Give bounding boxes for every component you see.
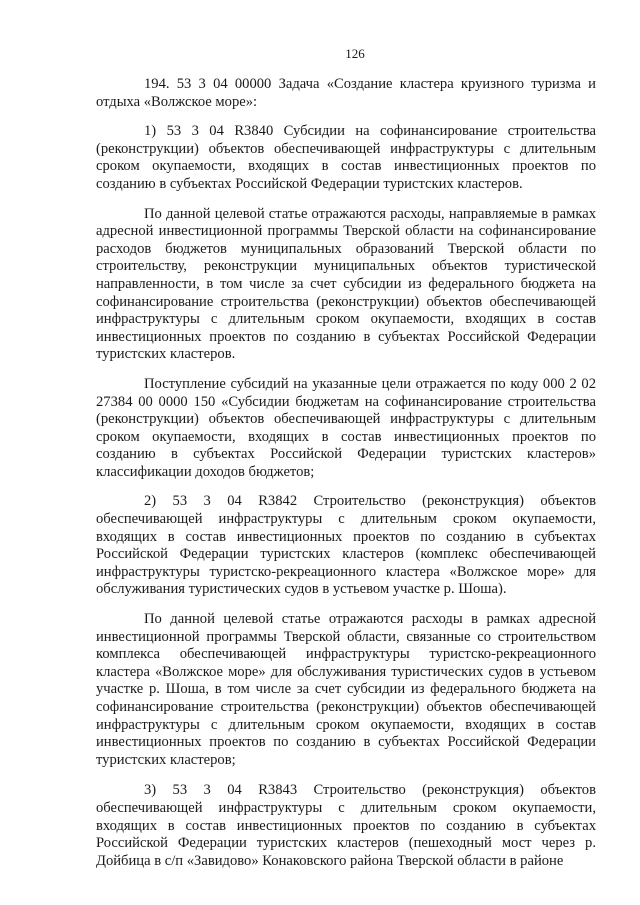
paragraph-item-2-description: По данной целевой статье отражаются расходы в рамках адресной инвестиционной программы Тверской области, связанные со строительством комплекса обеспечивающей инфраструктуры туристско-рекреационного кластера «Волжское море» для обслуживания туристических судов в устьевом участке р. Шоша, в том числе за счет субсидии из федерального бюджета на софинансирование строительства (реконструкции) объектов обеспечивающей инфраструктуры с длительным сроком окупаемости, входящих в состав инвестиционных проектов по созданию в субъектах Российской Федерации туристских кластеров; bbox=[96, 611, 596, 768]
paragraph-item-3: 3) 53 3 04 R3843 Строительство (реконструкция) объектов обеспечивающей инфраструктуры с длительным сроком окупаемости, входящих в состав инвестиционных проектов по созданию в субъектах Российской Федерации туристских кластеров (пешеходный мост через р. Дойбица в с/п «Завидово» Конаковского района Тверской области в районе bbox=[96, 782, 596, 869]
page-number: 126 bbox=[345, 46, 365, 61]
paragraph-item-1-revenue-code: Поступление субсидий на указанные цели отражается по коду 000 2 02 27384 00 0000 150 «Субсидии бюджетам на софинансирование строительства (реконструкции) объектов обеспечивающей инфраструктуры с длительным сроком окупаемости, входящих в состав инвестиционных проектов по созданию в субъектах Российской Федерации туристских кластеров» классификации доходов бюджетов; bbox=[96, 375, 596, 480]
document-body bbox=[96, 76, 596, 870]
paragraph-task-194: 194. 53 3 04 00000 Задача «Создание кластера круизного туризма и отдыха «Волжское море»: bbox=[96, 76, 596, 110]
paragraph-item-1-description: По данной целевой статье отражаются расходы, направляемые в рамках адресной инвестиционной программы Тверской области на софинансирование расходов бюджетов муниципальных образований Тверской области по строительству, реконструкции муниципальных объектов туристической направленности, в том числе за счет субсидии из федерального бюджета на софинансирование строительства (реконструкции) объектов обеспечивающей инфраструктуры с длительным сроком окупаемости, входящих в состав инвестиционных проектов по созданию в субъектах Российской Федерации туристских кластеров. bbox=[96, 205, 596, 363]
paragraph-item-1: 1) 53 3 04 R3840 Субсидии на софинансирование строительства (реконструкции) объектов обеспечивающей инфраструктуры с длительным сроком окупаемости, входящих в состав инвестиционных проектов по созданию в субъектах Российской Федерации туристских кластеров. bbox=[96, 123, 596, 192]
paragraph-item-2: 2) 53 3 04 R3842 Строительство (реконструкция) объектов обеспечивающей инфраструктуры с длительным сроком окупаемости, входящих в состав инвестиционных проектов по созданию в субъектах Российской Федерации туристских кластеров (комплекс обеспечивающей инфраструктуры туристско-рекреационного кластера «Волжское море» для обслуживания туристических судов в устьевом участке р. Шоша). bbox=[96, 493, 596, 598]
